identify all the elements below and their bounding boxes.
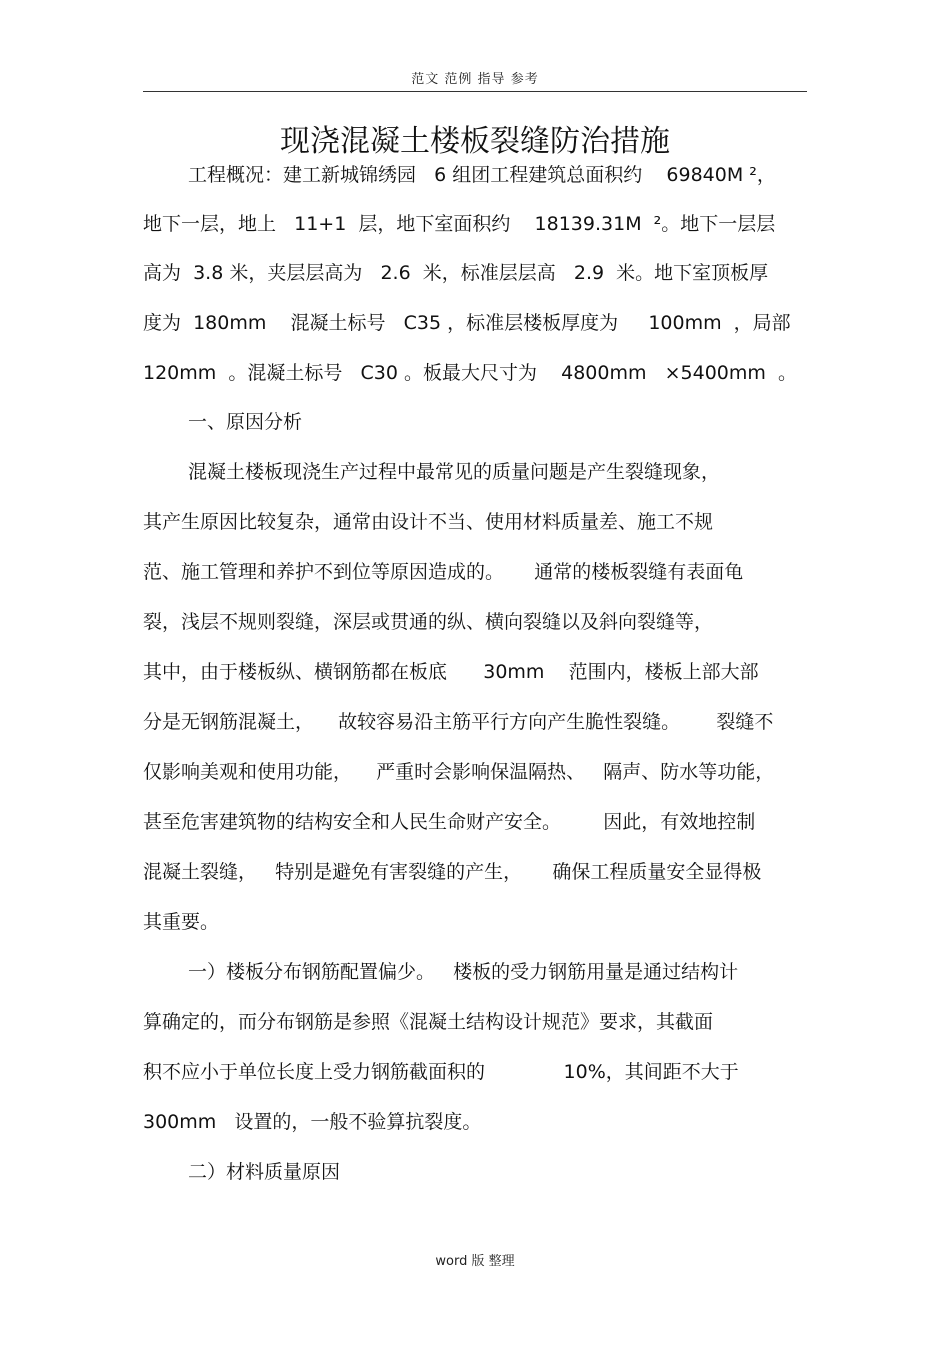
body-text-line (0, 904, 950, 940)
body-text: 甚至危害建筑物的结构安全和人民生命财产安全。 因此，有效地控制 (143, 811, 756, 833)
body-text-line (0, 804, 950, 840)
body-text-line (0, 255, 950, 291)
body-text-line (0, 355, 950, 391)
body-text: 算确定的，而分布钢筋是参照《混凝土结构设计规范》要求，其截面 (143, 1011, 714, 1033)
body-text: 其产生原因比较复杂，通常由设计不当、使用材料质量差、施工不规 (143, 511, 714, 533)
body-text-line (0, 454, 950, 490)
body-text: 120mm 。混凝土标号 C30 。板最大尺寸为 4800mm ×5400mm 。 (143, 362, 797, 384)
body-text-line (0, 954, 950, 990)
page-header: 范文 范例 指导 参考 (411, 72, 539, 87)
body-text: 二）材料质量原因 (188, 1161, 341, 1183)
page-footer: word 版 整理 (435, 1254, 515, 1269)
header-divider (143, 91, 807, 92)
body-text: 300mm 设置的，一般不验算抗裂度。 (143, 1111, 482, 1133)
body-text: 其重要。 (143, 911, 220, 933)
body-text: 高为 3.8 米，夹层层高为 2.6 米，标准层层高 2.9 米。地下室顶板厚 (143, 262, 769, 284)
body-text-line (0, 754, 950, 790)
body-text-line (0, 404, 950, 440)
body-text: 地下一层，地上 11+1 层，地下室面积约 18139.31M ²。地下一层层 (143, 213, 776, 235)
body-text: 混凝土楼板现浇生产过程中最常见的质量问题是产生裂缝现象， (188, 461, 721, 483)
body-text: 工程概况：建工新城锦绣园 6 组团工程建筑总面积约 69840M ²， (188, 164, 776, 186)
body-text: 分是无钢筋混凝土， 故较容易沿主筋平行方向产生脆性裂缝。 裂缝不 (143, 711, 774, 733)
body-text: 积不应小于单位长度上受力钢筋截面积的 10%，其间距不大于 (143, 1061, 739, 1083)
body-text: 范、施工管理和养护不到位等原因造成的。 通常的楼板裂缝有表面龟 (143, 561, 744, 583)
body-text-line (0, 305, 950, 341)
body-text-line (0, 854, 950, 890)
body-text: 混凝土裂缝， 特别是避免有害裂缝的产生， 确保工程质量安全显得极 (143, 861, 762, 883)
body-text-line (0, 654, 950, 690)
body-text: 一、原因分析 (188, 411, 303, 433)
body-text: 裂，浅层不规则裂缝，深层或贯通的纵、横向裂缝以及斜向裂缝等， (143, 611, 714, 633)
document-title: 现浇混凝土楼板裂缝防治措施 (280, 124, 670, 159)
body-text-line (0, 704, 950, 740)
body-text: 一）楼板分布钢筋配置偏少。 楼板的受力钢筋用量是通过结构计 (188, 961, 739, 983)
body-text-line (0, 1004, 950, 1040)
body-text: 仅影响美观和使用功能， 严重时会影响保温隔热、 隔声、防水等功能， (143, 761, 775, 783)
body-text-line (0, 1054, 950, 1090)
body-text: 度为 180mm 混凝土标号 C35 ，标准层楼板厚度为 100mm ，局部 (143, 312, 791, 334)
body-text-line (0, 554, 950, 590)
body-text-line (0, 1154, 950, 1190)
body-text-line (0, 157, 950, 193)
body-text-line (0, 604, 950, 640)
body-text-line (0, 1104, 950, 1140)
body-text: 其中，由于楼板纵、横钢筋都在板底 30mm 范围内，楼板上部大部 (143, 661, 759, 683)
body-text-line (0, 206, 950, 242)
body-text-line (0, 504, 950, 540)
